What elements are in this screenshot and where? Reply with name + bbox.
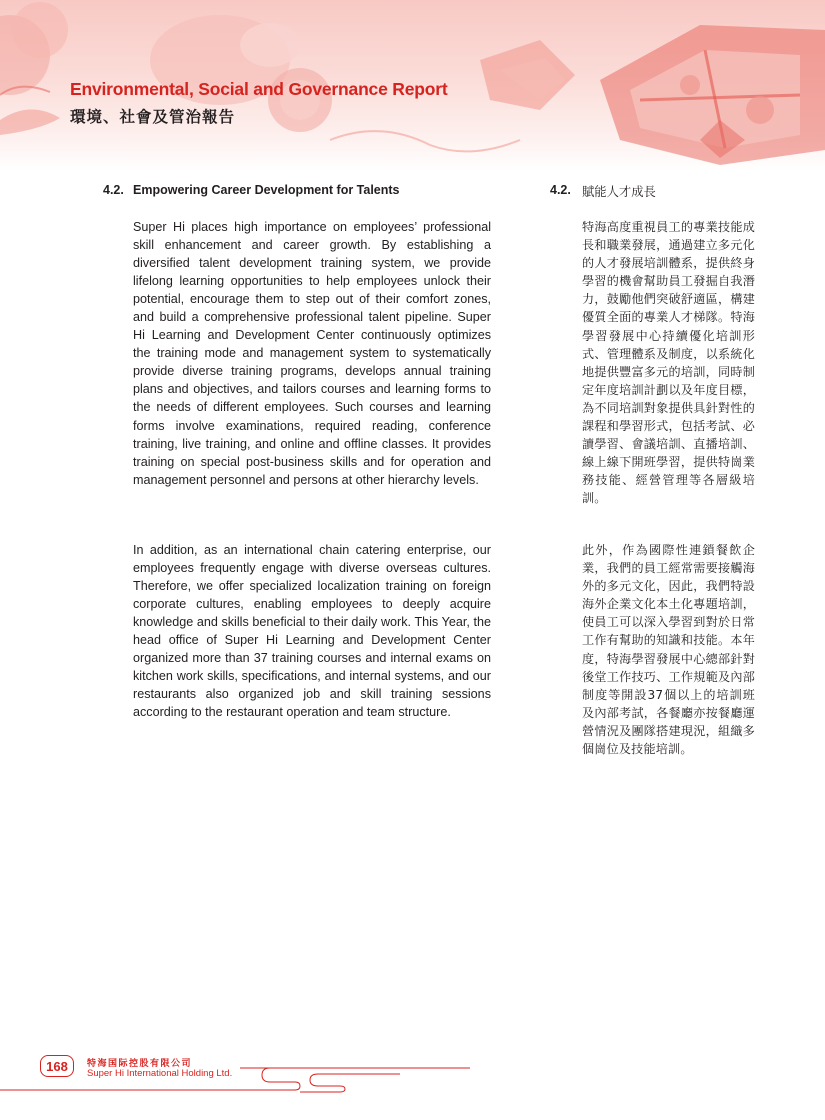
- section-title-zh: 賦能人才成長: [582, 185, 656, 199]
- section-title-en: Empowering Career Development for Talents: [133, 183, 400, 197]
- paragraph-en-2: In addition, as an international chain catering enterprise, our employees frequently engage with diverse overseas cultures. Therefore, we offer specialized localization training on foreign corporate cultures, enabling employees to deeply acquire knowledge and skills beneficial to their daily work. This Year, the head office of Super Hi Learning and Development Center organized more than 37 training courses and internal exams on kitchen work skills, specifications, and internal systems, and our restaurants also organized job and skill training sessions according to the restaurant operation and team structure.: [133, 543, 491, 720]
- page-number: 168: [40, 1055, 74, 1077]
- paragraph-en-1: Super Hi places high importance on employees’ professional skill enhancement and career growth. By establishing a diversified talent development training system, we provide lifelong learning opportunities to help employees unlock their potential, encourage them to step out of their comfort zones, and build a comprehensive professional talent pipeline. Super Hi Learning and Development Center continuously optimizes the training mode and management system to systematically provide diverse training programs, develops annual training plans and objectives, and tailors courses and learning forms to the needs of different employees. Such courses and learning forms involve examinations, required reading, conference training, live training, and online and offline classes. It provides training on special post-business skills and for operation and management personnel and persons at other hierarchy levels.: [133, 220, 491, 487]
- company-name-zh: 特海国际控股有限公司: [87, 1059, 193, 1069]
- paragraph-zh-2: 此外，作為國際性連鎖餐飲企業，我們的員工經常需要接觸海外的多元文化，因此，我們特設海外企業文化本土化專題培訓，使員工可以深入學習到對於日常工作有幫助的知識和技能。本年度，特海學習發展中心總部針對後堂工作技巧、工作規範及內部制度等開設37個以上的培訓班及內部考試，各餐廳亦按餐廳運營情況及團隊搭建現況，組織多個崗位及技能培訓。: [582, 543, 755, 757]
- paragraph-zh-1: 特海高度重視員工的專業技能成長和職業發展，通過建立多元化的人才發展培訓體系，提供終身學習的機會幫助員工發掘自我潛力，鼓勵他們突破舒適區，構建優質全面的專業人才梯隊。特海學習發展中心持續優化培訓形式、管理體系及制度，以系統化地提供豐富多元的培訓，同時制定年度培訓計劃以及年度目標，為不同培訓對象提供具針對性的課程和學習形式，包括考試、必讀學習、會議培訓、直播培訓、線上線下開班學習，提供特崗業務技能、經營管理等各層級培訓。: [582, 220, 755, 506]
- company-name-en: Super Hi International Holding Ltd.: [87, 1068, 233, 1079]
- section-number-zh: 4.2.: [550, 183, 571, 197]
- report-title-zh: 環境、社會及管治報告: [70, 108, 236, 126]
- footer-cloud-line: [0, 1060, 480, 1100]
- report-title-en: Environmental, Social and Governance Report: [70, 79, 448, 99]
- header-banner: [0, 0, 825, 170]
- section-number-en: 4.2.: [103, 183, 124, 197]
